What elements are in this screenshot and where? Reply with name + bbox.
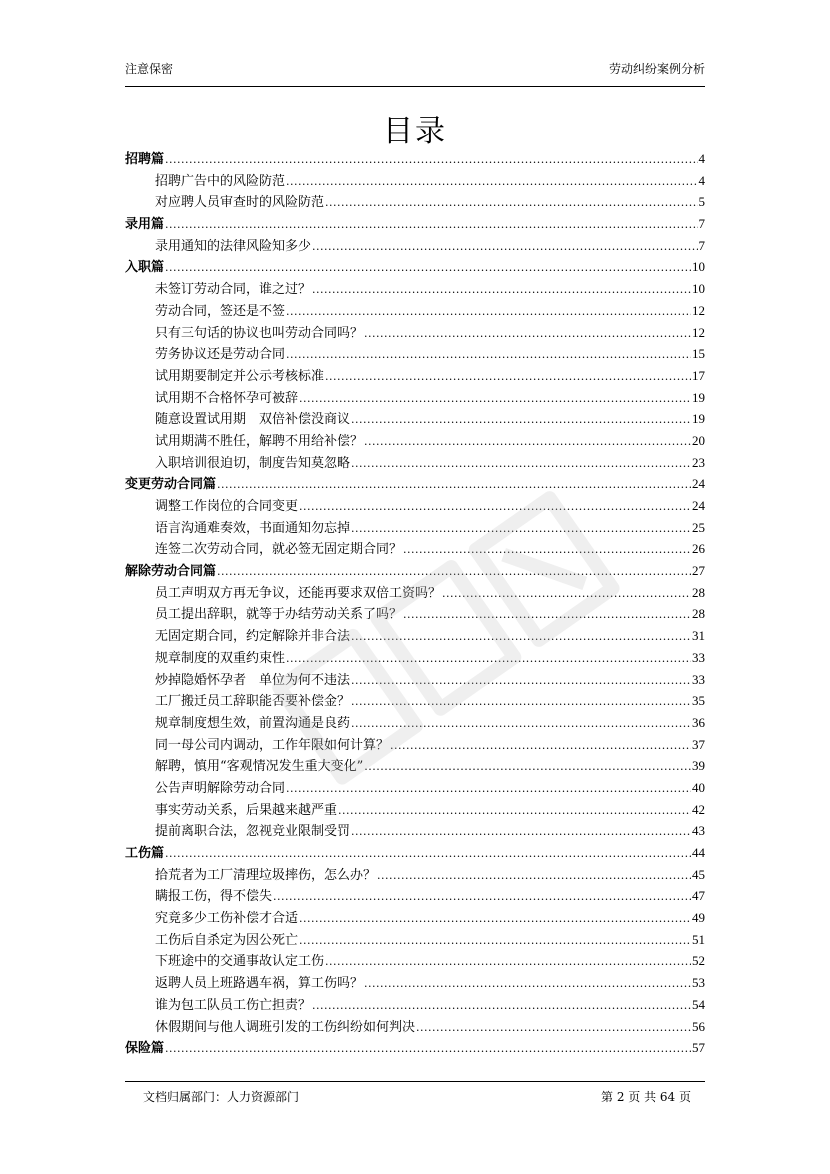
toc-entry-title: 谁为包工队员工伤亡担责？ — [155, 997, 312, 1013]
toc-section-entry[interactable] — [125, 1037, 705, 1059]
toc-entry-title: 公告声明解除劳动合同 — [155, 780, 286, 796]
toc-subentry[interactable] — [125, 647, 705, 669]
toc-page-number: 7 — [698, 216, 705, 232]
toc-entry-title: 招聘篇 — [125, 152, 165, 167]
header-confidential-label: 注意保密 — [125, 62, 174, 76]
toc-subentry[interactable] — [125, 625, 705, 647]
toc-page-number: 23 — [692, 454, 705, 470]
toc-page-number: 43 — [692, 823, 705, 839]
toc-page-number: 27 — [692, 563, 705, 579]
toc-entry-title: 休假期间与他人调班引发的工伤纠纷如何判决 — [155, 1019, 416, 1035]
toc-entry-title: 变更劳动合同篇 — [125, 477, 217, 493]
toc-entry-title: 员工声明双方再无争议，还能再要求双倍工资吗？ — [155, 585, 442, 601]
toc-dot-leader — [286, 778, 691, 800]
toc-page-number: 4 — [698, 151, 705, 166]
toc-page-number: 15 — [692, 346, 705, 362]
toc-section-entry[interactable] — [125, 473, 705, 495]
toc-subentry[interactable] — [125, 929, 705, 951]
toc-dot-leader — [312, 236, 697, 258]
toc-subentry[interactable] — [125, 495, 705, 517]
toc-page-number: 53 — [692, 975, 705, 991]
toc-subentry[interactable] — [125, 235, 705, 257]
toc-page-number: 33 — [692, 649, 705, 665]
toc-entry-title: 连签二次劳动合同，就必签无固定期合同？ — [155, 542, 403, 558]
toc-entry-title: 未签订劳动合同，谁之过？ — [155, 282, 312, 298]
toc-subentry[interactable] — [125, 972, 705, 994]
toc-dot-leader — [351, 518, 691, 540]
toc-page-number: 12 — [692, 302, 705, 318]
toc-page-number: 12 — [692, 324, 705, 340]
toc-entry-title: 拾荒者为工厂清理垃圾摔伤，怎么办？ — [155, 867, 377, 883]
toc-subentry[interactable] — [125, 820, 705, 842]
toc-dot-leader — [217, 561, 691, 583]
toc-subentry[interactable] — [125, 538, 705, 560]
toc-entry-title: 解除劳动合同篇 — [125, 564, 217, 580]
toc-entry-title: 工伤篇 — [125, 846, 165, 861]
toc-subentry[interactable] — [125, 517, 705, 539]
toc-page-number: 17 — [692, 367, 705, 383]
footer-page-number: 第 2 页 共 64 页 — [601, 1090, 691, 1104]
toc-entry-title: 无固定期合同，约定解除并非合法 — [155, 629, 351, 645]
toc-section-entry[interactable] — [125, 560, 705, 582]
toc-page-number: 24 — [692, 476, 705, 492]
toc-page-number: 57 — [692, 1040, 705, 1056]
toc-page-number: 47 — [692, 888, 705, 904]
toc-entry-title: 返聘人员上班路遇车祸，算工伤吗？ — [155, 976, 364, 992]
table-of-contents — [125, 148, 705, 1059]
toc-dot-leader — [286, 301, 691, 323]
toc-dot-leader — [299, 930, 691, 952]
toc-subentry[interactable] — [125, 669, 705, 691]
toc-entry-title: 劳动合同，签还是不签 — [155, 303, 286, 319]
toc-subentry[interactable] — [125, 950, 705, 972]
toc-entry-title: 调整工作岗位的合同变更 — [155, 499, 299, 514]
toc-entry-title: 试用期满不胜任，解聘不用给补偿？ — [155, 433, 364, 449]
toc-page-number: 20 — [692, 432, 705, 448]
toc-dot-leader — [364, 973, 691, 995]
toc-dot-leader — [390, 735, 691, 757]
toc-dot-leader — [325, 192, 697, 214]
toc-dot-leader — [377, 865, 691, 887]
toc-page-number: 19 — [692, 411, 705, 427]
toc-subentry[interactable] — [125, 690, 705, 712]
toc-dot-leader — [351, 409, 691, 431]
toc-dot-leader — [165, 149, 697, 171]
toc-entry-title: 解聘，慎用“客观情况发生重大变化” — [155, 759, 364, 775]
toc-entry-title: 试用期要制定并公示考核标准 — [155, 368, 325, 384]
toc-dot-leader — [299, 388, 691, 410]
toc-page-number: 42 — [692, 801, 705, 817]
toc-entry-title: 同一母公司内调动，工作年限如何计算？ — [155, 737, 390, 753]
toc-dot-leader — [286, 171, 697, 193]
toc-subentry[interactable] — [125, 278, 705, 300]
toc-dot-leader — [351, 626, 691, 648]
toc-dot-leader — [165, 843, 691, 865]
toc-section-entry[interactable] — [125, 842, 705, 864]
toc-subentry[interactable] — [125, 755, 705, 777]
page-header — [125, 58, 705, 87]
toc-dot-leader — [351, 453, 691, 475]
toc-entry-title: 录用通知的法律风险知多少 — [155, 238, 312, 254]
toc-subentry[interactable] — [125, 430, 705, 452]
toc-entry-title: 招聘广告中的风险防范 — [155, 173, 286, 189]
toc-entry-title: 试用期不合格怀孕可被辞 — [155, 390, 299, 406]
toc-page-number: 45 — [692, 866, 705, 882]
header-document-title: 劳动纠纷案例分析 — [608, 62, 705, 76]
toc-dot-leader — [364, 323, 691, 345]
toc-subentry[interactable] — [125, 452, 705, 474]
toc-dot-leader — [286, 344, 691, 366]
toc-entry-title: 随意设置试用期 双倍补偿没商议 — [155, 412, 351, 428]
toc-dot-leader — [364, 431, 691, 453]
toc-page-number: 28 — [692, 584, 705, 600]
toc-entry-title: 规章制度想生效，前置沟通是良药 — [155, 715, 351, 731]
toc-dot-leader — [312, 279, 691, 301]
toc-subentry[interactable] — [125, 885, 705, 907]
toc-entry-title: 入职篇 — [125, 260, 165, 276]
toc-dot-leader — [165, 214, 697, 236]
toc-section-entry[interactable] — [125, 256, 705, 278]
toc-subentry[interactable] — [125, 582, 705, 604]
toc-dot-leader — [351, 713, 691, 735]
toc-entry-title: 员工提出辞职，就等于办结劳动关系了吗？ — [155, 607, 403, 623]
toc-dot-leader — [442, 583, 691, 605]
toc-page-number: 40 — [692, 779, 705, 795]
toc-subentry[interactable] — [125, 994, 705, 1016]
toc-subentry[interactable] — [125, 191, 705, 213]
toc-section-entry[interactable] — [125, 148, 705, 170]
toc-page-number: 26 — [692, 541, 705, 557]
footer-department: 文档归属部门：人力资源部门 — [143, 1090, 300, 1104]
toc-page-number: 44 — [692, 845, 705, 860]
toc-page-number: 35 — [692, 693, 705, 709]
toc-page-number: 39 — [692, 758, 705, 774]
toc-entry-title: 究竟多少工伤补偿才合适 — [155, 911, 299, 927]
toc-dot-leader — [351, 670, 691, 692]
toc-entry-title: 保险篇 — [125, 1041, 165, 1057]
toc-entry-title: 对应聘人员审查时的风险防范 — [155, 195, 325, 211]
toc-entry-title: 入职培训很迫切，制度告知莫忽略 — [155, 455, 351, 471]
toc-entry-title: 劳务协议还是劳动合同 — [155, 347, 286, 363]
toc-subentry[interactable] — [125, 408, 705, 430]
toc-dot-leader — [403, 604, 691, 626]
toc-entry-title: 只有三句话的协议也叫劳动合同吗？ — [155, 325, 364, 341]
toc-entry-title: 事实劳动关系，后果越来越严重 — [155, 802, 338, 818]
page-footer — [125, 1081, 705, 1106]
toc-page-number: 33 — [692, 671, 705, 687]
toc-dot-leader — [286, 648, 691, 670]
toc-dot-leader — [165, 257, 691, 279]
toc-dot-leader — [416, 1017, 691, 1039]
toc-page-number: 19 — [692, 389, 705, 405]
toc-page-number: 10 — [692, 259, 705, 275]
toc-entry-title: 工伤后自杀定为因公死亡 — [155, 932, 299, 948]
toc-page-number: 5 — [698, 194, 705, 210]
toc-subentry[interactable] — [125, 907, 705, 929]
toc-dot-leader — [217, 474, 691, 496]
toc-subentry[interactable] — [125, 387, 705, 409]
toc-entry-title: 提前离职合法，忽视竞业限制受罚 — [155, 824, 351, 840]
toc-page-number: 49 — [692, 910, 705, 926]
toc-page-number: 54 — [692, 996, 705, 1012]
toc-dot-leader — [273, 886, 691, 908]
toc-dot-leader — [299, 496, 691, 518]
toc-dot-leader — [325, 951, 691, 973]
toc-page-number: 31 — [692, 628, 705, 644]
toc-subentry[interactable] — [125, 322, 705, 344]
toc-page-number: 4 — [698, 172, 705, 188]
toc-entry-title: 规章制度的双重约束性 — [155, 650, 286, 666]
toc-page-number: 10 — [692, 281, 705, 297]
toc-subentry[interactable] — [125, 170, 705, 192]
toc-dot-leader — [338, 800, 691, 822]
toc-page-number: 24 — [692, 498, 705, 513]
toc-entry-title: 下班途中的交通事故认定工伤 — [155, 954, 325, 970]
toc-dot-leader — [403, 539, 691, 561]
toc-entry-title: 语言沟通难奏效，书面通知勿忘掉 — [155, 520, 351, 536]
toc-subentry[interactable] — [125, 603, 705, 625]
toc-page-number: 25 — [692, 519, 705, 535]
page-title: 目录 — [383, 114, 447, 149]
toc-entry-title: 录用篇 — [125, 217, 165, 233]
toc-dot-leader — [364, 756, 691, 778]
toc-dot-leader — [325, 366, 691, 388]
toc-dot-leader — [351, 691, 691, 713]
toc-page-number: 51 — [692, 931, 705, 947]
toc-dot-leader — [351, 821, 691, 843]
toc-entry-title: 工厂搬迁员工辞职能否要补偿金？ — [155, 694, 351, 710]
toc-section-entry[interactable] — [125, 213, 705, 235]
toc-page-number: 56 — [692, 1018, 705, 1034]
toc-subentry[interactable] — [125, 777, 705, 799]
toc-subentry[interactable] — [125, 300, 705, 322]
toc-subentry[interactable] — [125, 343, 705, 365]
toc-page-number: 52 — [692, 953, 705, 969]
toc-page-number: 28 — [692, 606, 705, 622]
toc-dot-leader — [299, 908, 691, 930]
toc-page-number: 7 — [698, 237, 705, 253]
toc-entry-title: 瞒报工伤，得不偿失 — [155, 889, 273, 905]
toc-page-number: 37 — [692, 736, 705, 752]
toc-subentry[interactable] — [125, 1016, 705, 1038]
toc-subentry[interactable] — [125, 712, 705, 734]
toc-subentry[interactable] — [125, 734, 705, 756]
toc-entry-title: 炒掉隐婚怀孕者 单位为何不违法 — [155, 672, 351, 688]
toc-page-number: 36 — [692, 714, 705, 730]
toc-subentry[interactable] — [125, 365, 705, 387]
toc-dot-leader — [165, 1038, 691, 1060]
toc-subentry[interactable] — [125, 864, 705, 886]
toc-subentry[interactable] — [125, 799, 705, 821]
toc-dot-leader — [312, 995, 691, 1017]
